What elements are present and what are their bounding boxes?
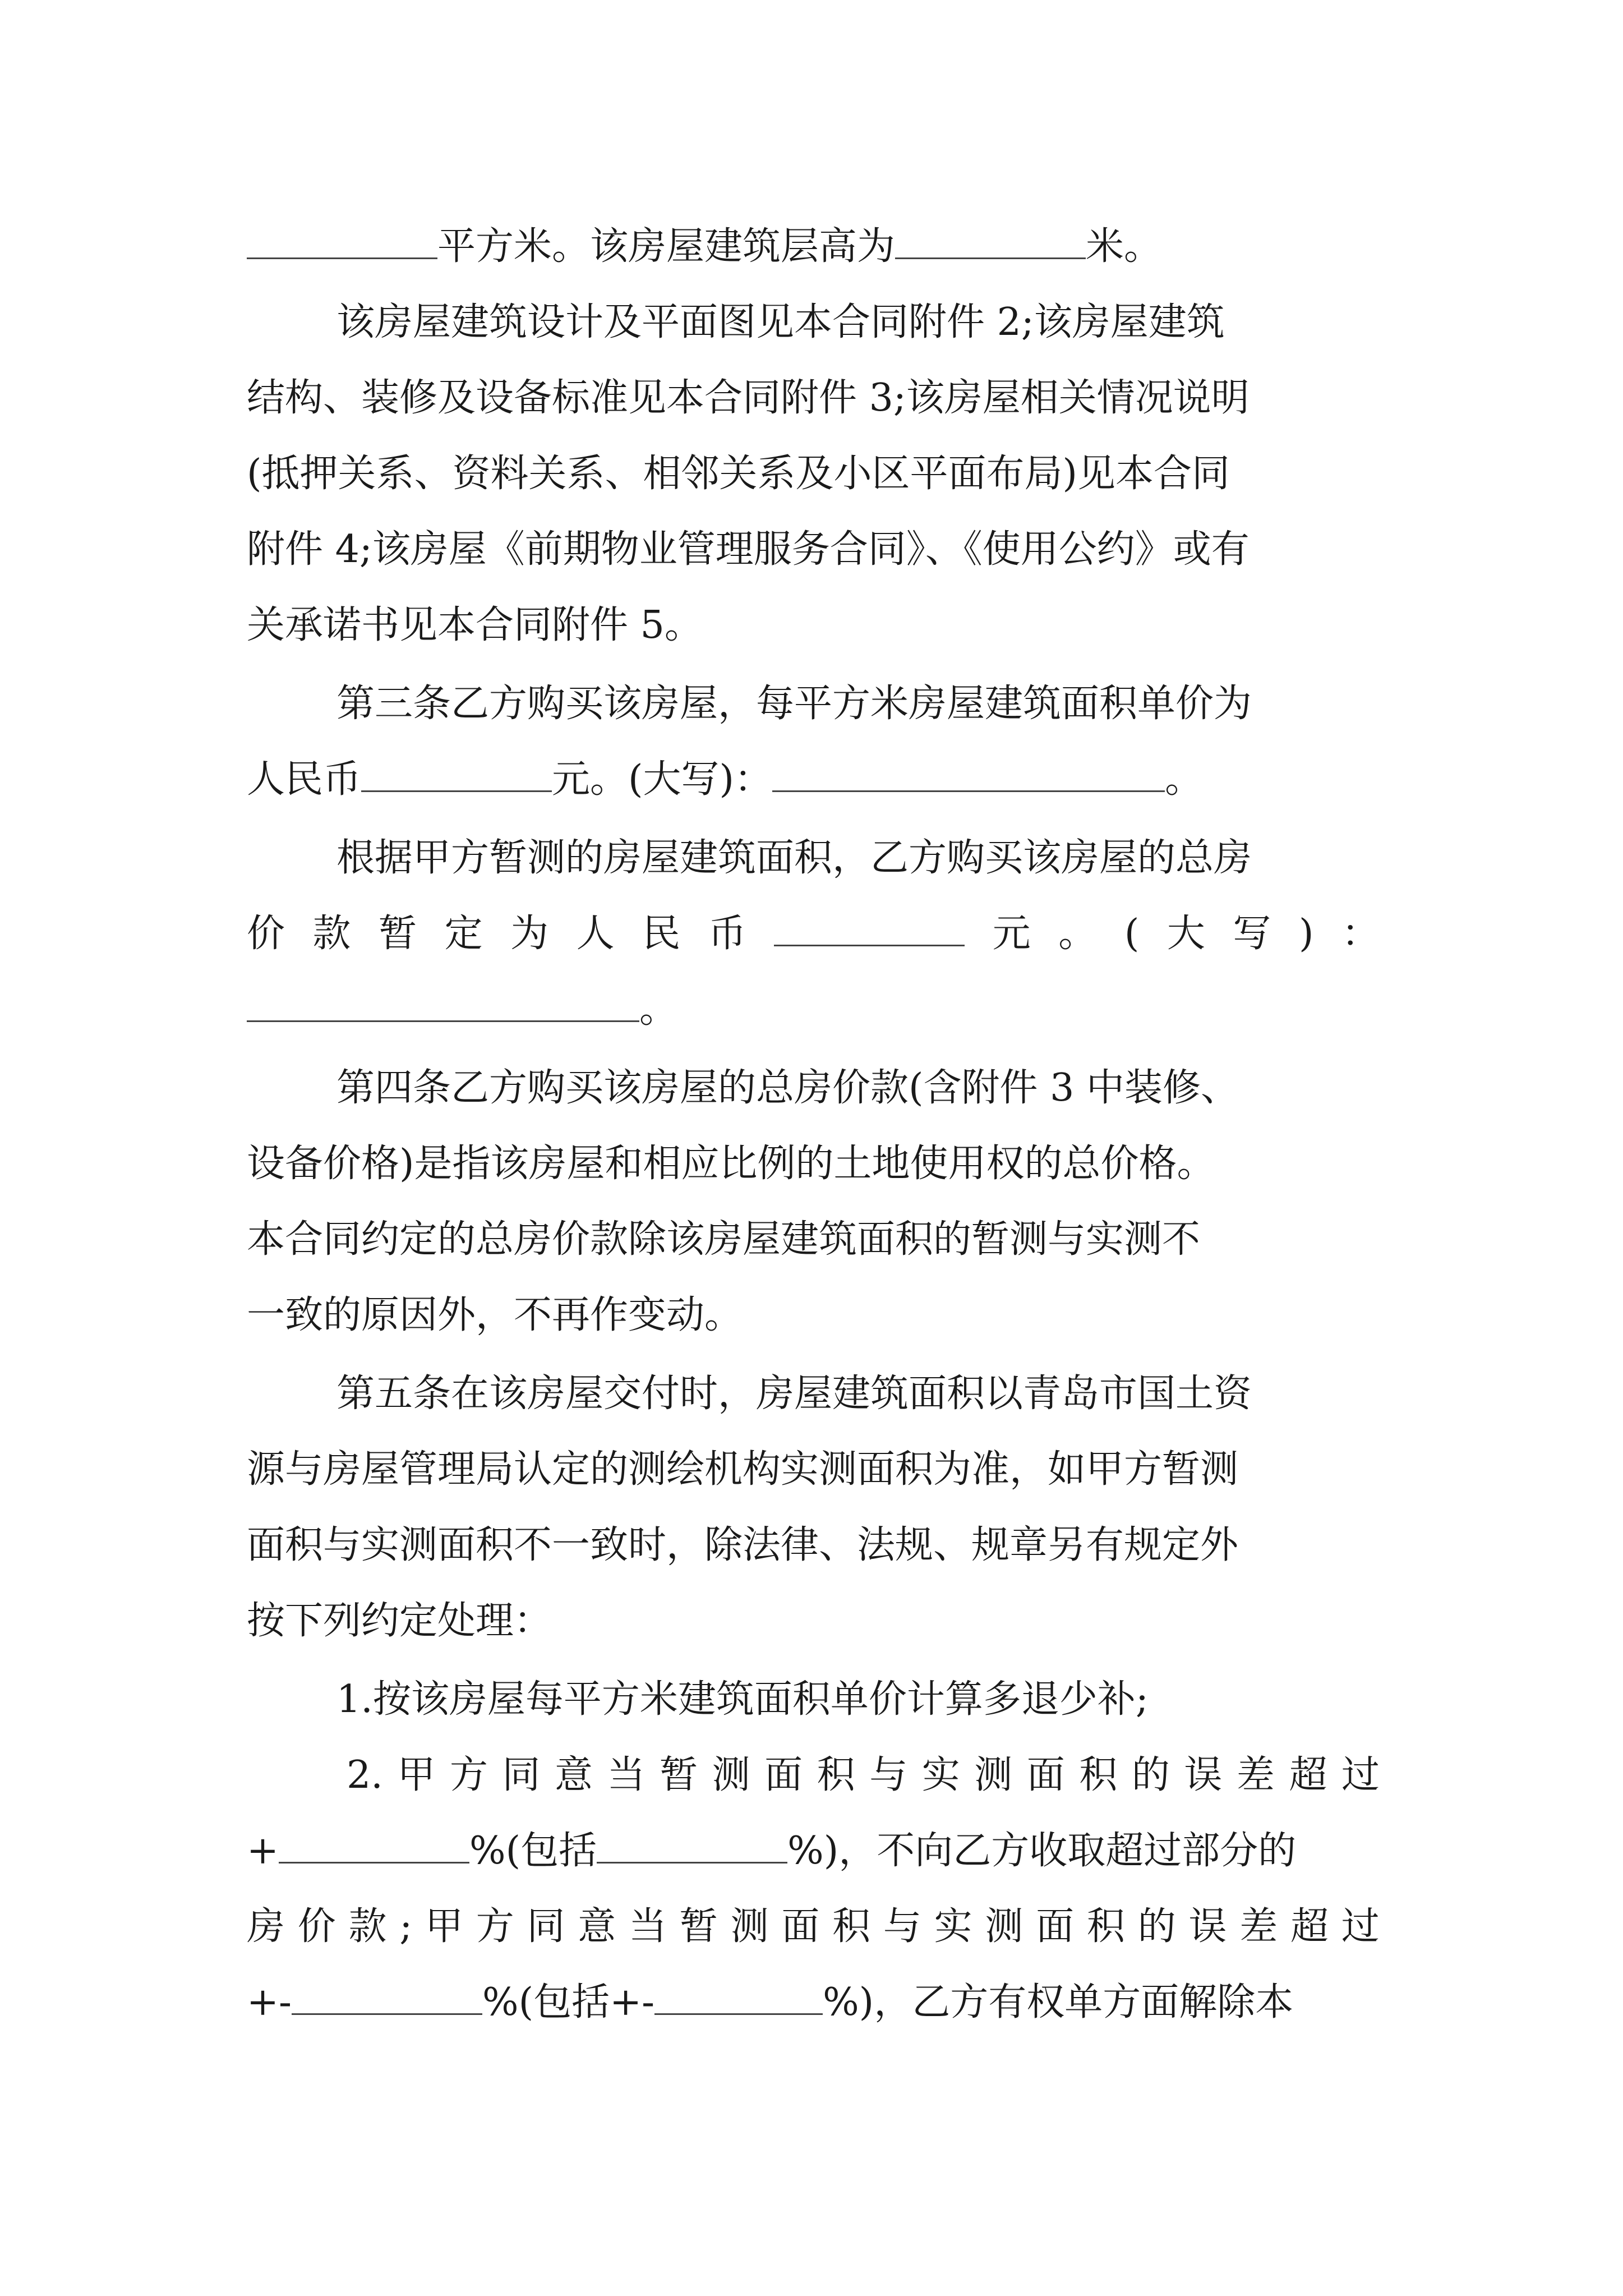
line-text: 米。: [1086, 224, 1163, 269]
char: 面: [781, 1904, 820, 1949]
paragraph-line: 面积与实测面积不一致时，除法律、法规、规章另有规定外: [247, 1523, 1239, 1567]
char: 同: [527, 1904, 565, 1949]
char: 人: [576, 912, 615, 956]
char: 同: [502, 1753, 541, 1797]
char: 方: [476, 1904, 514, 1949]
paragraph-line: 第三条乙方购买该房屋，每平方米房屋建筑面积单价为: [336, 682, 1252, 726]
char: 差: [1239, 1904, 1278, 1949]
char: 房: [247, 1904, 285, 1949]
line-text: 元。(大写)：: [552, 757, 773, 802]
char: 意: [578, 1904, 616, 1949]
char: 测: [985, 1904, 1023, 1949]
char: 过: [1341, 1904, 1380, 1949]
char: 过: [1341, 1753, 1380, 1797]
fill-blank[interactable]: [247, 987, 639, 1022]
char: 暂: [679, 1904, 718, 1949]
char: 意: [555, 1753, 593, 1797]
char: 测: [974, 1753, 1013, 1797]
fill-blank[interactable]: [774, 911, 965, 946]
justified-line: [247, 909, 1380, 959]
line-text: %)，不向乙方收取超过部分的: [787, 1829, 1297, 1873]
char: 积: [832, 1904, 871, 1949]
char: 与: [883, 1904, 921, 1949]
char: ：: [1341, 912, 1380, 956]
char: 写: [1233, 912, 1271, 956]
char: 超: [1289, 1753, 1327, 1797]
char: 为: [510, 912, 549, 956]
char: 积: [817, 1753, 855, 1797]
char: 甲: [425, 1904, 463, 1949]
char: 超: [1290, 1904, 1329, 1949]
char: 的: [1131, 1753, 1170, 1797]
char: 当: [607, 1753, 645, 1797]
char: 面: [1026, 1753, 1065, 1797]
text-line: [247, 1977, 1380, 2028]
fill-blank[interactable]: [895, 224, 1086, 259]
paragraph-line: 关承诺书见本合同附件 5。: [247, 603, 703, 647]
char: 实: [921, 1753, 960, 1797]
line-text: %(包括: [469, 1829, 597, 1873]
char: 误: [1188, 1904, 1227, 1949]
paragraph-line: (抵押关系、资料关系、相邻关系及小区平面布局)见本合同: [247, 452, 1230, 496]
line-text: +-: [247, 1980, 292, 2024]
text-line: [247, 222, 1380, 272]
fill-blank[interactable]: [772, 757, 1165, 792]
char: 定: [444, 912, 483, 956]
char: 。: [1058, 912, 1097, 956]
paragraph-line: 第五条在该房屋交付时，房屋建筑面积以青岛市国土资: [336, 1372, 1252, 1416]
line-text: 平方米。该房屋建筑层高为: [437, 224, 896, 269]
fill-blank[interactable]: [292, 1980, 482, 2015]
fill-blank[interactable]: [247, 224, 437, 259]
fill-blank[interactable]: [361, 757, 552, 792]
paragraph-line: 按下列约定处理：: [247, 1599, 552, 1643]
char: 积: [1086, 1904, 1125, 1949]
char: 款: [348, 1904, 387, 1949]
char: 民: [642, 912, 681, 956]
char: 元: [992, 912, 1031, 956]
line-text: 。: [639, 987, 678, 1032]
paragraph-line: 设备价格)是指该房屋和相应比例的土地使用权的总价格。: [247, 1142, 1215, 1186]
char: 的: [1137, 1904, 1176, 1949]
char: 暂: [660, 1753, 698, 1797]
char: 面: [1036, 1904, 1075, 1949]
char: 暂: [379, 912, 417, 956]
paragraph-line: 1.按该房屋每平方米建筑面积单价计算多退少补;: [336, 1677, 1149, 1722]
char: 款: [312, 912, 351, 956]
paragraph-line: 一致的原因外，不再作变动。: [247, 1293, 743, 1337]
char: ;: [399, 1904, 413, 1949]
char: 当: [629, 1904, 667, 1949]
char: 误: [1184, 1753, 1223, 1797]
fill-blank[interactable]: [597, 1828, 787, 1864]
char: 方: [449, 1753, 488, 1797]
char: (: [1124, 912, 1140, 956]
char: 甲: [397, 1753, 436, 1797]
char: 与: [869, 1753, 908, 1797]
line-text: +: [247, 1829, 279, 1873]
justified-line: [247, 1902, 1380, 1952]
paragraph-line: 源与房屋管理局认定的测绘机构实测面积为准，如甲方暂测: [247, 1447, 1239, 1492]
text-line: [247, 754, 1380, 805]
fill-blank[interactable]: [279, 1828, 469, 1864]
char: 价: [297, 1904, 336, 1949]
char: 价: [247, 912, 285, 956]
char: 积: [1079, 1753, 1118, 1797]
paragraph-line: 第四条乙方购买该房屋的总房价款(含附件 3 中装修、: [336, 1066, 1239, 1110]
char: 差: [1236, 1753, 1275, 1797]
char: ): [1298, 912, 1314, 956]
paragraph-line: 结构、装修及设备标准见本合同附件 3;该房屋相关情况说明: [247, 376, 1249, 420]
text-line: [247, 1826, 1380, 1876]
paragraph-line: 该房屋建筑设计及平面图见本合同附件 2;该房屋建筑: [336, 300, 1225, 344]
line-text: 人民币: [247, 757, 362, 802]
char: 测: [712, 1753, 750, 1797]
line-text: 。: [1165, 757, 1204, 802]
char: 面: [764, 1753, 803, 1797]
char: 币: [708, 912, 746, 956]
char: 实: [934, 1904, 972, 1949]
line-text: %)，乙方有权单方面解除本: [823, 1980, 1294, 2024]
text-line: [247, 984, 1380, 1035]
char: 2.: [347, 1753, 383, 1797]
line-text: %(包括+-: [482, 1980, 655, 2024]
paragraph-line: 附件 4;该房屋《前期物业管理服务合同》、《使用公约》或有: [247, 527, 1249, 572]
char: 大: [1166, 912, 1205, 956]
justified-line: [347, 1750, 1380, 1801]
paragraph-line: 根据甲方暂测的房屋建筑面积，乙方购买该房屋的总房: [336, 836, 1252, 880]
fill-blank[interactable]: [654, 1980, 823, 2015]
char: 测: [730, 1904, 769, 1949]
paragraph-line: 本合同约定的总房价款除该房屋建筑面积的暂测与实测不: [247, 1217, 1201, 1262]
